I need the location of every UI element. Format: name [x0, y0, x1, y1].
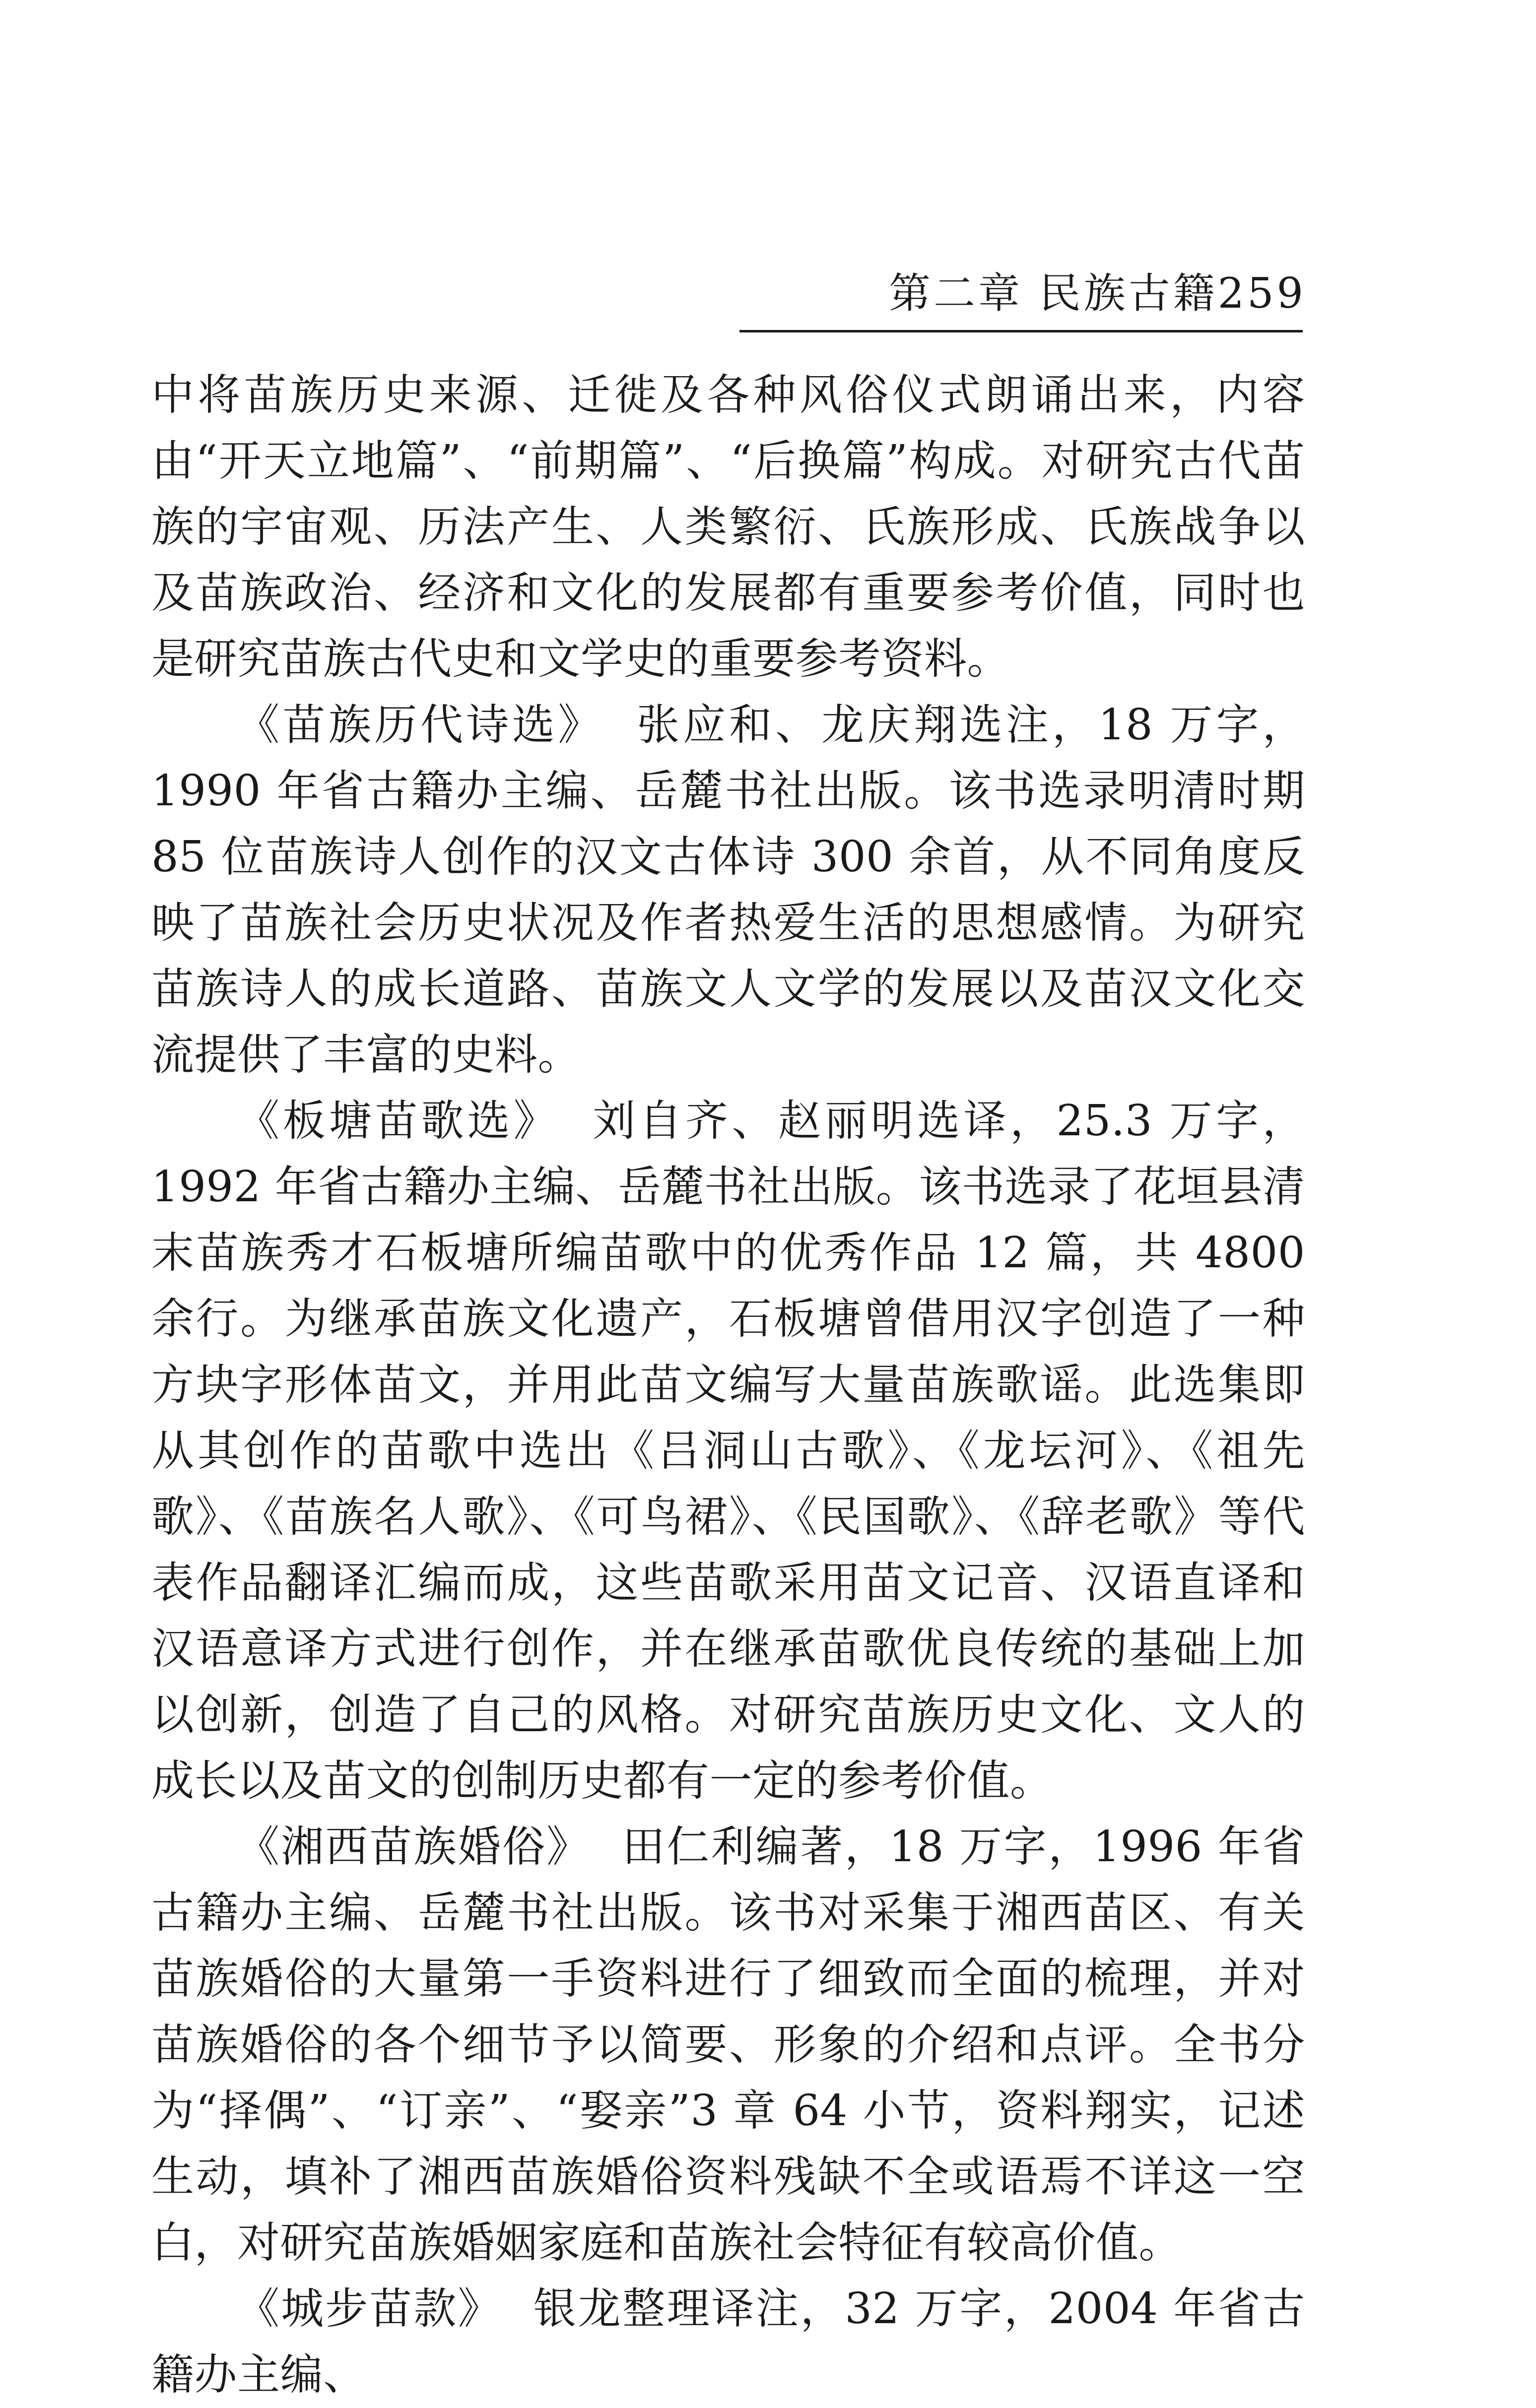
- header-rule: [739, 330, 1303, 332]
- running-header: [889, 270, 1306, 316]
- book-title: 《城步苗款》: [237, 2284, 502, 2334]
- entry-text: 田仁利编著，18 万字，1996 年省古籍办主编、岳麓书社出版。该书对采集于湘西苗区、有关苗族婚俗的大量第一手资料进行了细致而全面的梳理，并对苗族婚俗的各个细节予以简要、形象的介绍和点评。全书分为“择偶”、“订亲”、“娶亲”3 章 64 小节，资料翔实，记述生动，填补了湘西苗族婚俗资料残缺不全或语焉不详这一空白，对研究苗族婚姻家庭和苗族社会特征有较高价值。: [151, 1822, 1306, 2268]
- entry-paragraph: [151, 692, 1305, 1088]
- entry-paragraph: [151, 2276, 1305, 2408]
- entry-paragraph: [151, 1814, 1305, 2276]
- body-text: [151, 362, 1305, 2408]
- book-title: 《湘西苗族婚俗》: [237, 1822, 591, 1872]
- paragraph-text: 中将苗族历史来源、迁徙及各种风俗仪式朗诵出来，内容由“开天立地篇”、“前期篇”、“后换篇”构成。对研究古代苗族的宇宙观、历法产生、人类繁衍、氏族形成、氏族战争以及苗族政治、经济和文化的发展都有重要参考价值，同时也是研究苗族古代史和文学史的重要参考资料。: [151, 370, 1305, 684]
- running-header-title: 第二章 民族古籍: [888, 269, 1218, 318]
- entry-text: 刘自齐、赵丽明选译，25.3 万字，1992 年省古籍办主编、岳麓书社出版。该书选录了花垣县清末苗族秀才石板塘所编苗歌中的优秀作品 12 篇，共 4800 余行。为继承苗族文化遗产，石板塘曾借用汉字创造了一种方块字形体苗文，并用此苗文编写大量苗族歌谣。此选集即从其创作的苗歌中选出《吕洞山古歌》、《龙坛河》、《祖先歌》、《苗族名人歌》、《可鸟裙》、《民国歌》、《辞老歌》等代表作品翻译汇编而成，这些苗歌采用苗文记音、汉语直译和汉语意译方式进行创作，并在继承苗歌优良传统的基础上加以创新，创造了自己的风格。对研究苗族历史文化、文人的成长以及苗文的创制历史都有一定的参考价值。: [151, 1096, 1305, 1806]
- entry-text: 银龙整理译注，32 万字，2004 年省古籍办主编、: [151, 2284, 1306, 2400]
- book-title: 《苗族历代诗选》: [237, 700, 604, 750]
- book-title: 《板塘苗歌选》: [237, 1096, 560, 1146]
- paragraph-continuation: [151, 362, 1305, 692]
- entry-paragraph: [151, 1088, 1305, 1814]
- entry-text: 张应和、龙庆翔选注，18 万字，1990 年省古籍办主编、岳麓书社出版。该书选录明清时期 85 位苗族诗人创作的汉文古体诗 300 余首，从不同角度反映了苗族社会历史状况及作者热爱生活的思想感情。为研究苗族诗人的成长道路、苗族文人文学的发展以及苗汉文化交流提供了丰富的史料。: [151, 700, 1305, 1080]
- page-number: 259: [1217, 269, 1306, 318]
